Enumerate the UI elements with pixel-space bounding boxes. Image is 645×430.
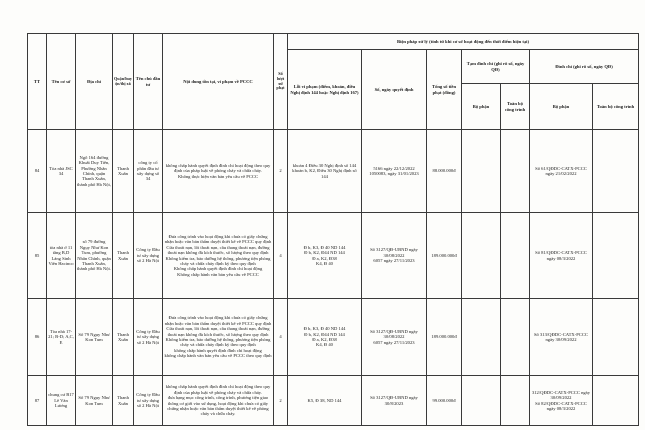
cell-fine-total: 189.000.000đ (427, 299, 462, 376)
col-header-suspension: Đình chỉ (ghi rõ số, ngày QĐ) (530, 50, 639, 84)
cell-tt: 85 (28, 213, 47, 299)
cell-name: Tòa nhà 17-21; B-D; A,C, E (47, 299, 76, 376)
cell-address: số 79 đường Ngụy Như Kon Tum, phường Nhân Chính, quận Thanh Xuân, thành phố Hà Nội. (76, 213, 113, 299)
cell-fine-decision: 5166 ngày 22/12/2022 1050083, ngày 31/01/2023 (362, 130, 427, 213)
cell-violation: Đưa công trình vào hoạt động khi chưa có giấy chứng nhận hoặc văn bản thẩm duyệt thiết kế về PCCC quy định Cửa thoát nạn, lối thoát nạn, cầu thang thoát nạn, đường thoát nạn không đủ kích thước, số lượng theo quy định Không kiểm tra, bảo dưỡng hệ thống, phương tiện phòng cháy và chữa cháy định kỳ theo quy định không chấp hành quyết định đình chỉ hoạt động không chấp hành văn bản yêu cầu về PCCC theo quy định (163, 299, 274, 376)
violation-register-table (27, 33, 639, 426)
cell-fine-decision: Số 3127/QĐ-UBND ngày 30/8/2023 (362, 376, 427, 426)
cell-tt: 87 (28, 376, 47, 426)
col-header-partial-suspension: Tạm đình chỉ (ghi rõ số, ngày QĐ) (462, 50, 530, 84)
cell-count: 2 (274, 376, 288, 426)
table-row (28, 130, 639, 213)
cell-partial-whole (501, 130, 530, 213)
cell-fine-error: Đ b, K3, Đ 40 ND 144 Đ b, K2, Đ44 ND 144 Đ a, K2, Đ38 K4, Đ 40 (288, 299, 362, 376)
col-header-address: Địa chỉ (76, 34, 113, 130)
cell-name: Tòa nhà JSC 34 (47, 130, 76, 213)
col-header-fine-decision: Số, ngày quyết định (362, 50, 427, 130)
cell-owner: công ty cổ phần đầu tư xây dựng số 34 (134, 130, 163, 213)
col-header-district: Quận/huyện/thị xã (113, 34, 134, 130)
cell-district: Thanh Xuân (113, 376, 134, 426)
cell-violation: Đưa công trình vào hoạt động khi chưa có giấy chứng nhận hoặc văn bản thẩm duyệt thiết kế về PCCC quy định Cửa thoát nạn, lối thoát nạn, cầu thang thoát nạn, đường thoát nạn không đủ kích thước, số lượng theo quy định Không kiểm tra, bảo dưỡng hệ thống, phương tiện phòng cháy và chữa cháy định kỳ theo quy định Không chấp hành quyết định đình chỉ hoạt động Không chấp hành văn bản yêu cầu về PCCC (163, 213, 274, 299)
cell-owner: Công ty Đầu tư xây dựng số 2 Hà Nội (134, 299, 163, 376)
cell-fine-decision: Số 3127/QĐ-UBND ngày 30/08/2022 6057 ngày 27/11/2023 (362, 213, 427, 299)
cell-suspend-part: 312/QĐDC-CATX-PCCC ngày 30/09/2022 Số 82/QĐDC-CATX-PCCC ngày 08/3/2022 (530, 376, 593, 426)
cell-partial-whole (501, 299, 530, 376)
cell-count: 2 (274, 130, 288, 213)
cell-district: Thanh Xuân (113, 213, 134, 299)
cell-suspend-part: Số 81/QĐDC-CATX-PCCC ngày 08/3/2022 (530, 213, 593, 299)
col-header-measures: Biện pháp xử lý (tính từ khi cơ sở hoạt động đến thời điểm hiện tại) (288, 34, 639, 50)
cell-owner: Công ty Đầu tư xây dựng số 2 Hà Nội (134, 376, 163, 426)
col-header-name: Tên cơ sở (47, 34, 76, 130)
cell-partial-whole (501, 213, 530, 299)
col-header-fine-error: Lỗi vi phạm (điểm, khoản, điều Nghị định 144 hoặc Nghị định 167) (288, 50, 362, 130)
cell-partial-part (462, 299, 501, 376)
cell-tt: 86 (28, 299, 47, 376)
cell-district: Thanh Xuân (113, 130, 134, 213)
col-header-partial-part: Bộ phận (462, 84, 501, 130)
cell-fine-total: 99.000.000đ (427, 376, 462, 426)
cell-owner: Công ty Đầu tư xây dựng số 2 Hà Nội (134, 213, 163, 299)
table-row (28, 299, 639, 376)
cell-address: Số 79 Ngụy Như Kon Tum (76, 376, 113, 426)
cell-violation: không chấp hành quyết định đình chỉ hoạt động theo quy định của pháp luật về phòng cháy và chữa cháy. Không thực hiện văn bản yêu cầu về PCCC (163, 130, 274, 213)
cell-suspend-whole (593, 376, 639, 426)
cell-count: 4 (274, 213, 288, 299)
col-header-partial-whole: Toàn bộ công trình (501, 84, 530, 130)
cell-name: chung cư B17 Lê Văn Lương (47, 376, 76, 426)
cell-fine-total: 88.000.000đ (427, 130, 462, 213)
cell-suspend-part: Số 313/QĐDC-CATX-PCCC ngày 30/09/2022 (530, 299, 593, 376)
cell-partial-whole (501, 376, 530, 426)
col-header-owner: Tên chủ đầu tư (134, 34, 163, 130)
col-header-fine-total: Tổng số tiền phạt (đồng) (427, 50, 462, 130)
col-header-violation: Nội dung tồn tại, vi phạm về PCCC (163, 34, 274, 130)
cell-partial-part (462, 213, 501, 299)
cell-name: tòa nhà ở 11 tầng B,D Láng Sinh Viên Hacinco (47, 213, 76, 299)
cell-fine-error: Đ b, K3, Đ 40 ND 144 Đ b, K2, Đ44 ND 144 Đ a, K2, Đ38 K4, Đ 40 (288, 213, 362, 299)
col-header-count: Số lượt xử phạt (274, 34, 288, 130)
table-row (28, 213, 639, 299)
cell-violation: không chấp hành quyết định đình chỉ hoạt động theo quy định của pháp luật về phòng cháy và chữa cháy. đưa hạng mục công trình, công trình, phương tiện giao thông cơ giới vào sử dụng, hoạt động khi chưa có giấy chứng nhận hoặc văn bản thẩm duyệt thiết kế về phòng cháy và chữa cháy. (163, 376, 274, 426)
cell-partial-part (462, 130, 501, 213)
cell-tt: 84 (28, 130, 47, 213)
cell-address: Số 79 Ngụy Như Kon Tum (76, 299, 113, 376)
col-header-suspend-whole: Toàn bộ công trình (593, 84, 639, 130)
col-header-suspend-part: Bộ phận (530, 84, 593, 130)
cell-fine-error: khoản 4 Điều 30 Nghị định số 144 khoản b, K2, Điều 30 Nghị định số 144 (288, 130, 362, 213)
cell-fine-error: K5, Đ 38, ND 144 (288, 376, 362, 426)
header-row-1 (28, 34, 639, 50)
cell-count: 4 (274, 299, 288, 376)
cell-suspend-whole (593, 213, 639, 299)
cell-suspend-whole (593, 299, 639, 376)
cell-fine-decision: Số 3127/QĐ-UBND ngày 30/08/2022 6057 ngày 27/11/2023 (362, 299, 427, 376)
cell-address: Ngõ 164 đường Khuất Duy Tiến, Phường Nhân Chính, quận Thanh Xuân, thành phố Hà Nội, (76, 130, 113, 213)
cell-suspend-part: Số 61/QĐDC-CATX-PCCC ngày 21/02/2022 (530, 130, 593, 213)
col-header-tt: TT (28, 34, 47, 130)
table-row (28, 376, 639, 426)
cell-fine-total: 189.000.000đ (427, 213, 462, 299)
cell-district: Thanh Xuân (113, 299, 134, 376)
cell-partial-part (462, 376, 501, 426)
cell-suspend-whole (593, 130, 639, 213)
